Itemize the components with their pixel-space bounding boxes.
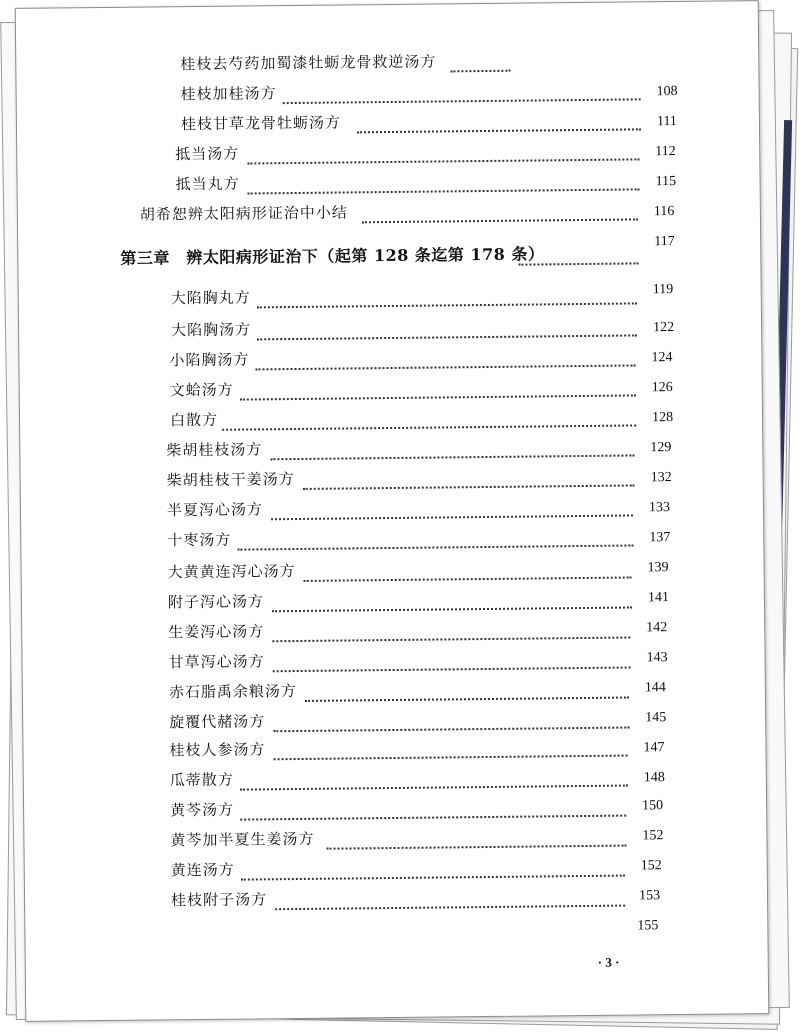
toc-entry[interactable] [167, 524, 633, 551]
dot-leader [247, 138, 639, 164]
toc-entry-title: 桂枝去芍药加蜀漆牡蛎龙骨救逆汤方 [180, 52, 437, 74]
toc-entry-title: 生姜泻心汤方 [168, 622, 265, 642]
dot-leader [237, 524, 633, 550]
toc-entry[interactable] [171, 314, 637, 341]
toc-entry-title: 白散方 [169, 410, 219, 430]
toc-page-number: 141 [647, 590, 670, 606]
page-folio: · 3 · [597, 954, 620, 970]
toc-page-number: 116 [653, 204, 675, 220]
toc-page-number: 152 [640, 858, 662, 874]
toc-page-number: 150 [642, 798, 664, 814]
toc-entry[interactable] [171, 282, 637, 309]
dot-leader [240, 374, 636, 400]
toc-entry[interactable] [180, 50, 510, 75]
toc-page-number: 143 [646, 650, 668, 666]
toc-entry-title: 小陷胸汤方 [169, 350, 250, 370]
toc-entry[interactable] [168, 586, 632, 613]
toc-entry-title: 桂枝加桂汤方 [180, 84, 277, 104]
toc-entry[interactable] [181, 78, 641, 105]
toc-entry[interactable] [170, 765, 628, 792]
toc-page-number: 155 [637, 918, 659, 934]
toc-entry[interactable] [181, 108, 641, 135]
toc-page-number: 117 [654, 234, 675, 250]
toc-entry[interactable] [167, 494, 633, 521]
toc-entry-title: 胡希恕辨太阳病形证治中小结 [139, 203, 348, 224]
toc-entry[interactable] [140, 198, 638, 225]
toc-page-number: 111 [656, 113, 677, 130]
chapter-heading[interactable] [120, 242, 638, 269]
chapter-title: 第三章 辨太阳病形证治下（起第 128 条迄第 178 条） [120, 244, 545, 268]
toc-page-number: 112 [655, 144, 676, 160]
toc-page-number: 153 [638, 888, 661, 904]
toc-page-number: 129 [650, 440, 672, 456]
toc-page-number: 148 [643, 770, 665, 786]
toc-entry[interactable] [175, 168, 639, 195]
toc-entry[interactable] [170, 374, 636, 401]
dot-leader [326, 825, 626, 850]
toc-entry[interactable] [166, 434, 634, 461]
dot-leader [283, 78, 641, 104]
toc-entry-title: 旋覆代赭汤方 [169, 712, 266, 732]
toc-entry-title: 甘草泻心汤方 [168, 652, 265, 672]
toc-page-number: 137 [649, 530, 671, 546]
dot-leader [241, 855, 625, 881]
toc-page-number: 144 [644, 680, 666, 696]
toc-entry-title: 半夏泻心汤方 [166, 500, 264, 520]
toc-page-number: 132 [650, 470, 672, 486]
toc-page-number: 147 [643, 740, 665, 756]
dot-leader [303, 464, 635, 489]
toc-page-number: 119 [652, 282, 674, 298]
dot-leader [272, 617, 630, 643]
toc-entry[interactable] [171, 855, 625, 882]
toc-entry[interactable] [171, 885, 625, 912]
toc-entry-title: 赤石脂禹余粮汤方 [168, 682, 297, 702]
toc-entry-title: 桂枝甘草龙骨牡蛎汤方 [180, 113, 342, 134]
toc-entry[interactable] [169, 677, 629, 704]
toc-entry-title: 柴胡桂枝汤方 [166, 440, 263, 460]
toc-entry-title: 瓜蒂散方 [169, 770, 234, 790]
toc-entry-title: 黄芩加半夏生姜汤方 [170, 829, 315, 850]
toc-entry-title: 抵当丸方 [175, 174, 240, 194]
table-of-contents [16, 1, 769, 1021]
toc-entry[interactable] [175, 138, 639, 165]
toc-entry-title: 抵当汤方 [175, 144, 240, 164]
toc-entry[interactable] [168, 617, 630, 644]
dot-leader [275, 885, 625, 911]
toc-page-number: 115 [655, 174, 677, 190]
toc-page-number: 128 [651, 410, 674, 426]
toc-entry-title: 十枣汤方 [167, 530, 232, 550]
toc-entry-title: 黄连汤方 [170, 860, 235, 880]
toc-entry[interactable] [170, 795, 626, 822]
toc-entry-title: 黄芩汤方 [170, 800, 235, 820]
toc-page-number: 126 [651, 380, 673, 396]
toc-entry-title: 大黄黄连泻心汤方 [167, 562, 296, 582]
dot-leader [240, 765, 628, 791]
toc-entry[interactable] [167, 464, 635, 491]
toc-entry-title: 桂枝附子汤方 [170, 890, 268, 910]
dot-leader [272, 647, 630, 673]
toc-entry[interactable] [168, 556, 632, 583]
toc-entry[interactable] [169, 707, 629, 734]
toc-entry[interactable] [168, 647, 630, 674]
toc-page-number: 152 [642, 828, 664, 844]
toc-entry-title: 柴胡桂枝干姜汤方 [166, 470, 295, 490]
toc-entry[interactable] [170, 825, 626, 852]
toc-page-number: 108 [656, 83, 678, 100]
toc-entry-title: 桂枝人参汤方 [169, 740, 266, 760]
dot-leader [357, 108, 641, 133]
toc-page-number: 124 [651, 350, 673, 366]
toc-page-number: 142 [646, 620, 668, 636]
toc-entry-title: 大陷胸丸方 [170, 288, 251, 308]
toc-entry-title: 大陷胸汤方 [171, 320, 252, 340]
toc-page [15, 0, 770, 1022]
dot-leader [257, 282, 637, 308]
toc-entry[interactable] [169, 735, 627, 762]
toc-page-number: 133 [648, 500, 671, 516]
dot-leader [273, 707, 629, 733]
toc-page-number: 122 [653, 320, 675, 336]
dot-leader [257, 314, 637, 340]
dot-leader [305, 677, 629, 702]
toc-page-number: 139 [647, 560, 669, 576]
dot-leader [273, 735, 627, 761]
dot-leader [518, 242, 638, 265]
dot-leader [270, 434, 634, 460]
toc-entry-title: 附子泻心汤方 [167, 592, 265, 612]
dot-leader [450, 50, 510, 73]
dot-leader [362, 198, 638, 223]
dot-leader [222, 404, 636, 430]
toc-page-number: 145 [645, 710, 667, 726]
dot-leader [271, 494, 633, 520]
toc-entry-title: 文蛤汤方 [169, 380, 234, 400]
dot-leader [272, 586, 632, 612]
dot-leader [247, 168, 639, 194]
dot-leader [255, 344, 635, 370]
toc-entry[interactable] [169, 344, 635, 371]
dot-leader [304, 556, 632, 581]
toc-entry[interactable] [170, 404, 636, 431]
dot-leader [240, 795, 626, 821]
